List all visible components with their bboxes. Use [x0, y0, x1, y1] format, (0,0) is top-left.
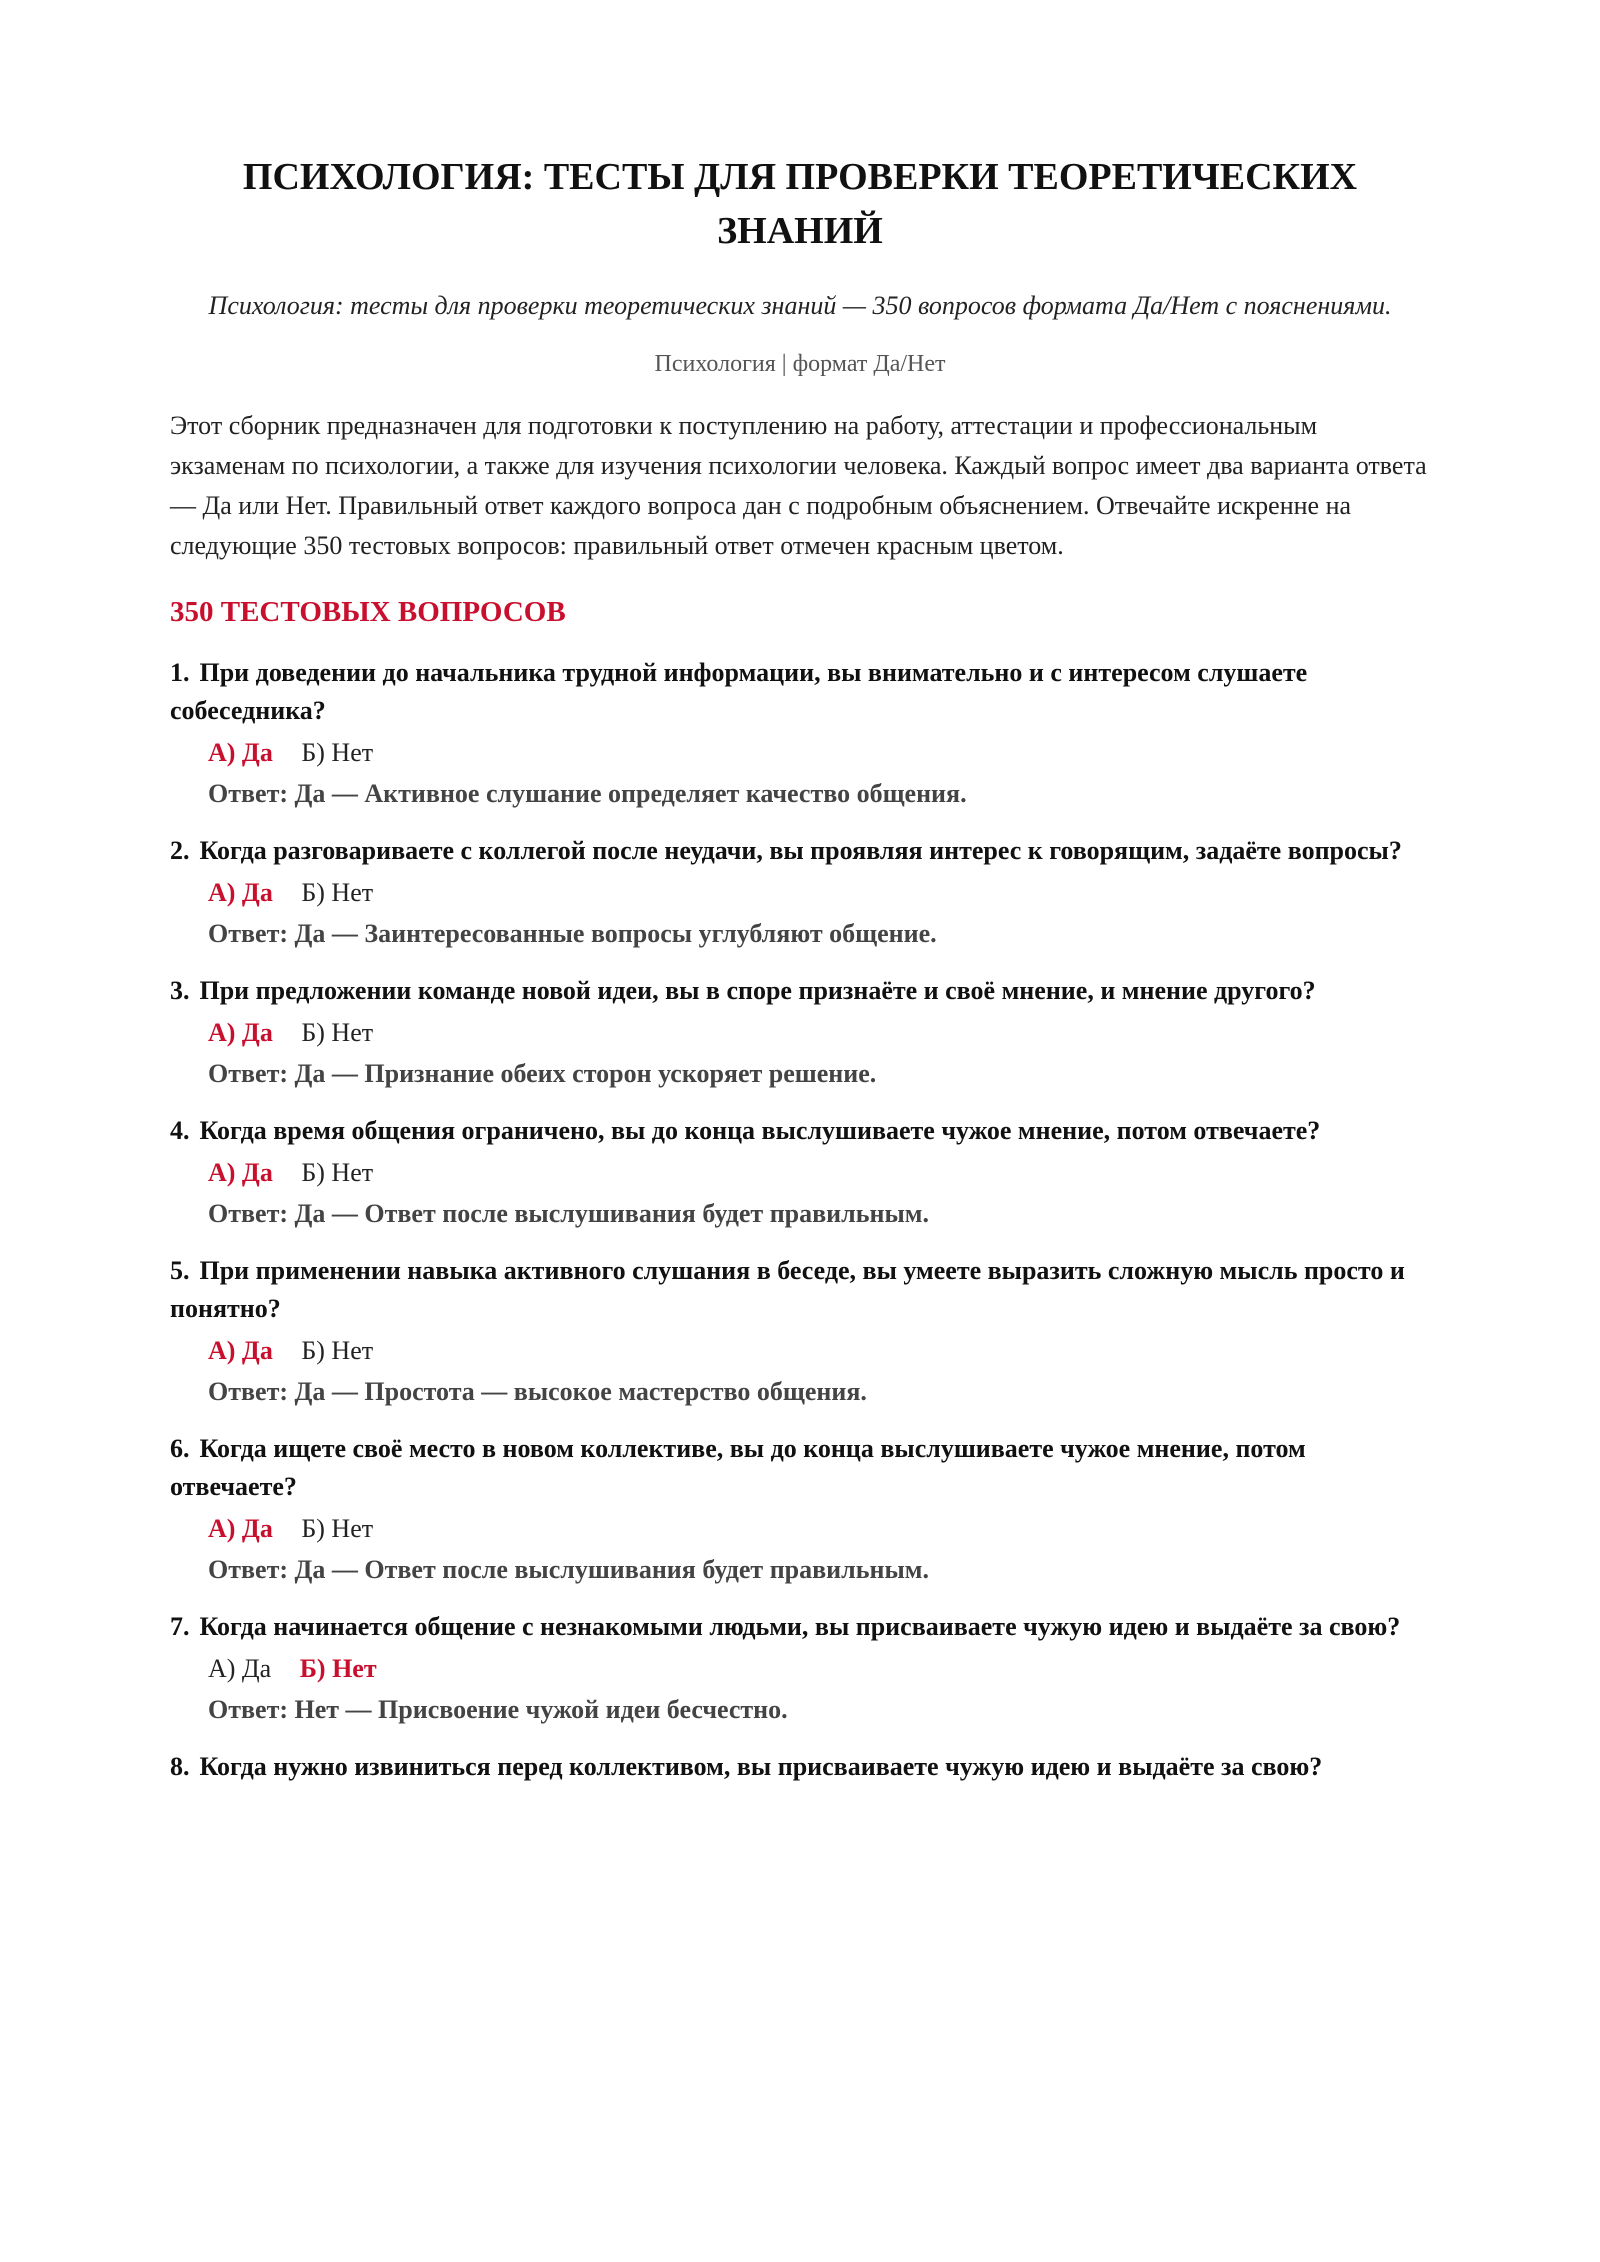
question-text: [170, 1748, 1430, 1786]
option-a: А) Да: [208, 1158, 273, 1187]
question-text: [170, 1608, 1430, 1646]
question-item: [170, 1252, 1430, 1412]
answer-options: [170, 732, 1430, 774]
option-a: А) Да: [208, 1018, 273, 1047]
option-b: Б) Нет: [301, 1336, 374, 1365]
question-text: [170, 972, 1430, 1010]
question-number: 2.: [170, 836, 190, 865]
option-b: Б) Нет: [301, 1514, 374, 1543]
answer-explanation: Ответ: Да — Простота — высокое мастерство общения.: [208, 1377, 867, 1406]
question-number: 8.: [170, 1752, 190, 1781]
question-item: [170, 1112, 1430, 1234]
document-title: ПСИХОЛОГИЯ: ТЕСТЫ ДЛЯ ПРОВЕРКИ ТЕОРЕТИЧЕСКИХ ЗНАНИЙ: [242, 156, 1358, 252]
question-text: [170, 654, 1430, 730]
option-b: Б) Нет: [301, 1158, 374, 1187]
question-text: [170, 832, 1430, 870]
question-item: [170, 1608, 1430, 1730]
question-body: Когда ищете своё место в новом коллективе, вы до конца выслушиваете чужое мнение, потом отвечаете?: [170, 1434, 1306, 1501]
answer-explanation: Ответ: Да — Активное слушание определяет качество общения.: [208, 779, 967, 808]
answer-explanation: Ответ: Да — Заинтересованные вопросы углубляют общение.: [208, 919, 937, 948]
question-text: [170, 1252, 1430, 1328]
answer-options: [170, 872, 1430, 914]
answer-options: [170, 1012, 1430, 1054]
question-number: 7.: [170, 1612, 190, 1641]
question-number: 4.: [170, 1116, 190, 1145]
question-list: [170, 654, 1430, 1786]
question-body: При применении навыка активного слушания в беседе, вы умеете выразить сложную мысль просто и понятно?: [170, 1256, 1405, 1323]
question-body: Когда нужно извиниться перед коллективом, вы присваиваете чужую идею и выдаёте за свою?: [199, 1752, 1323, 1781]
document-intro: Этот сборник предназначен для подготовки к поступлению на работу, аттестации и профессиональным экзаменам по психологии, а также для изучения психологии человека. Каждый вопрос имеет два варианта ответа — Да или Нет. Правильный ответ каждого вопроса дан с подробным объяснением. Отвечайте искренне на следующие 350 тестовых вопросов: правильный ответ отмечен красным цветом.: [170, 411, 1427, 560]
question-item: [170, 654, 1430, 814]
option-b: Б) Нет: [301, 1018, 374, 1047]
question-number: 5.: [170, 1256, 190, 1285]
question-text: [170, 1430, 1430, 1506]
section-heading: 350 ТЕСТОВЫХ ВОПРОСОВ: [170, 596, 566, 628]
question-body: Когда время общения ограничено, вы до конца выслушиваете чужое мнение, потом отвечаете?: [199, 1116, 1321, 1145]
option-a: А) Да: [208, 878, 273, 907]
option-a: А) Да: [208, 1654, 272, 1683]
answer-explanation: Ответ: Да — Признание обеих сторон ускоряет решение.: [208, 1059, 877, 1088]
document-subtitle: Психология: тесты для проверки теоретических знаний — 350 вопросов формата Да/Нет с пояснениями.: [208, 291, 1392, 320]
option-b: Б) Нет: [301, 738, 374, 767]
answer-options: [170, 1152, 1430, 1194]
option-b: Б) Нет: [299, 1654, 377, 1683]
question-item: [170, 1748, 1430, 1786]
question-body: Когда начинается общение с незнакомыми людьми, вы присваиваете чужую идею и выдаёте за свою?: [199, 1612, 1401, 1641]
option-a: А) Да: [208, 738, 273, 767]
question-body: При предложении команде новой идеи, вы в споре признаёте и своё мнение, и мнение другого?: [199, 976, 1316, 1005]
document-meta: Психология | формат Да/Нет: [654, 351, 946, 377]
question-body: При доведении до начальника трудной информации, вы внимательно и с интересом слушаете собеседника?: [170, 658, 1308, 725]
answer-explanation: Ответ: Нет — Присвоение чужой идеи бесчестно.: [208, 1695, 788, 1724]
answer-explanation: Ответ: Да — Ответ после выслушивания будет правильным.: [208, 1555, 929, 1584]
question-number: 6.: [170, 1434, 190, 1463]
option-b: Б) Нет: [301, 878, 374, 907]
question-body: Когда разговариваете с коллегой после неудачи, вы проявляя интерес к говорящим, задаёте вопросы?: [199, 836, 1402, 865]
option-a: А) Да: [208, 1514, 273, 1543]
question-number: 1.: [170, 658, 190, 687]
answer-explanation: Ответ: Да — Ответ после выслушивания будет правильным.: [208, 1199, 929, 1228]
answer-options: [170, 1508, 1430, 1550]
option-a: А) Да: [208, 1336, 273, 1365]
question-text: [170, 1112, 1430, 1150]
question-number: 3.: [170, 976, 190, 1005]
answer-options: [170, 1330, 1430, 1372]
answer-options: [170, 1648, 1430, 1690]
question-item: [170, 972, 1430, 1094]
question-item: [170, 832, 1430, 954]
question-item: [170, 1430, 1430, 1590]
